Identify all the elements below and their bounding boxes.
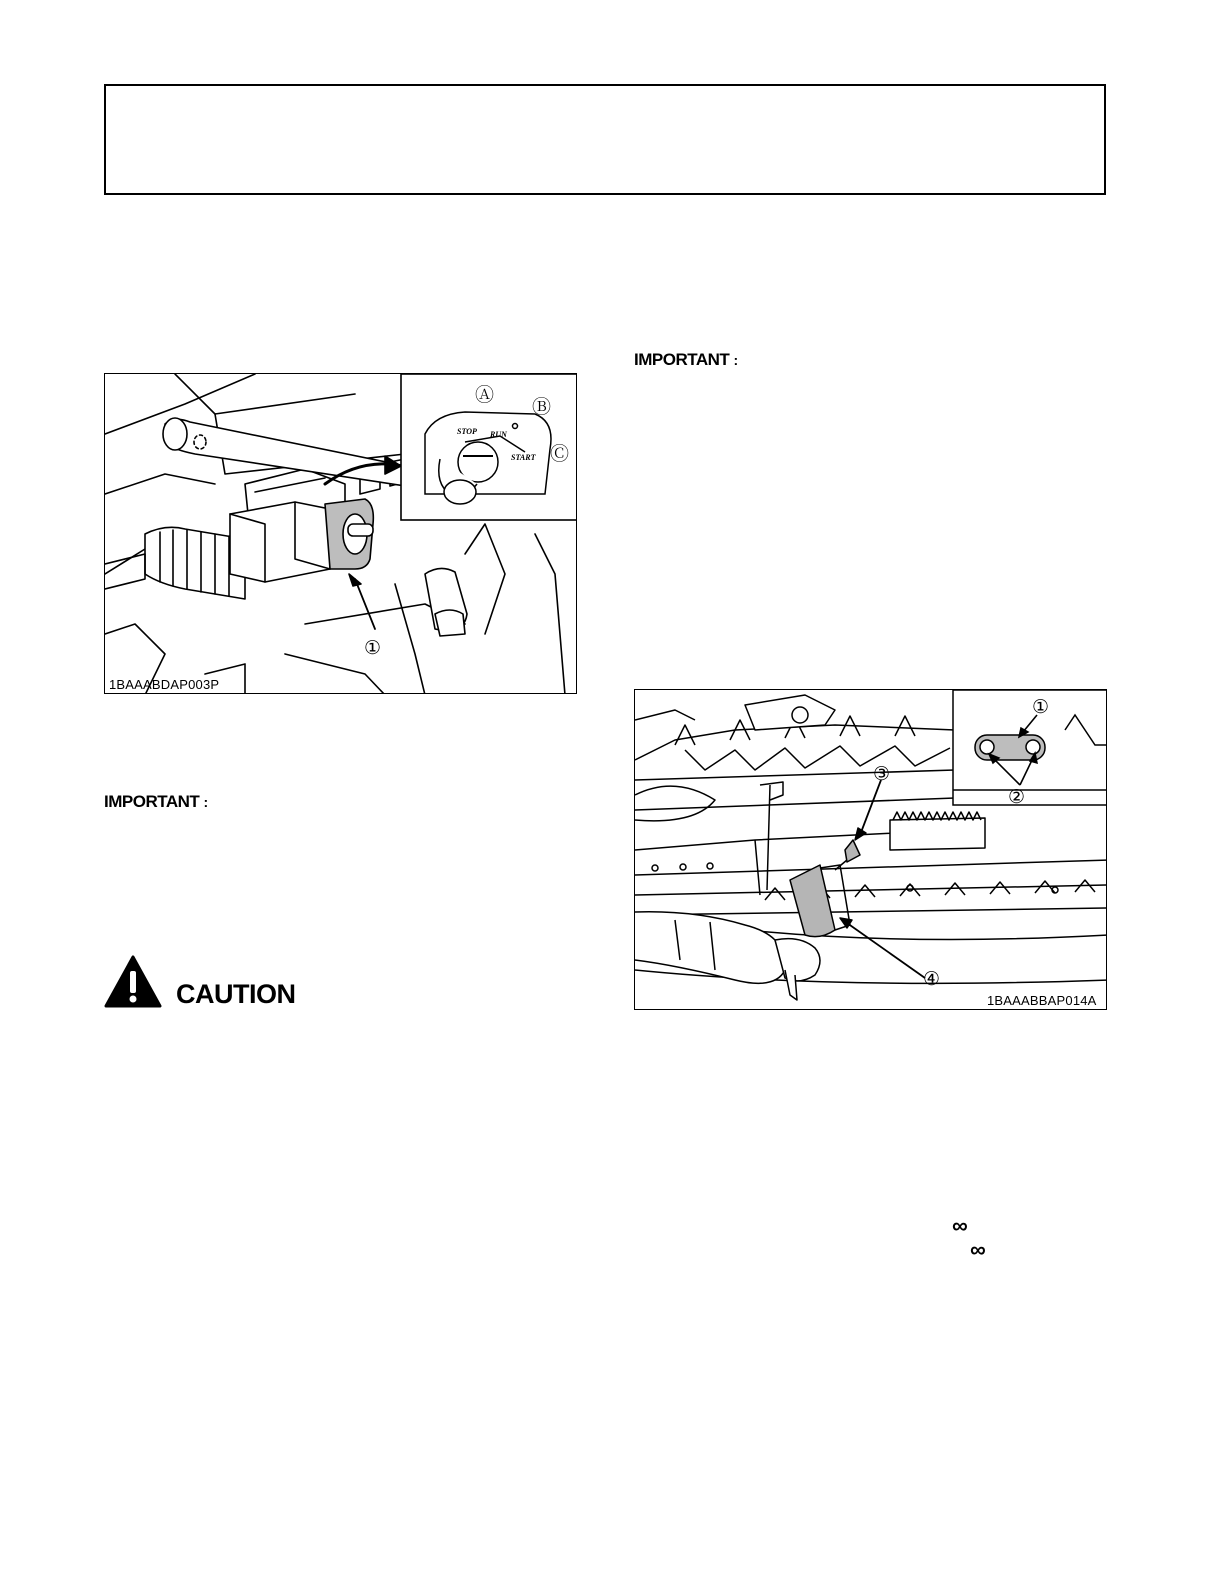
- important-heading-left: [104, 792, 208, 812]
- key-switch-illustration: [105, 374, 577, 694]
- callout-2: ②: [1008, 786, 1026, 808]
- important-colon-left: :: [203, 794, 208, 810]
- caution-block: [104, 955, 296, 1011]
- switch-label-start: START: [511, 453, 536, 462]
- inset-label-c: Ⓒ: [550, 443, 570, 465]
- inset-label-b: Ⓑ: [532, 396, 552, 418]
- important-label-left: IMPORTANT: [104, 792, 200, 811]
- figure-code-right: 1BAAABBAP014A: [987, 993, 1097, 1008]
- switch-label-run: RUN: [490, 430, 507, 439]
- switch-label-stop: STOP: [457, 427, 477, 436]
- track-grease-illustration: [635, 690, 1107, 1010]
- figure-track-grease: [634, 689, 1107, 1010]
- important-colon-right: :: [733, 352, 738, 368]
- callout-1: ①: [364, 637, 382, 659]
- callout-3: ③: [873, 763, 891, 785]
- inset-label-a: Ⓐ: [475, 384, 495, 406]
- warning-triangle-icon: [104, 955, 162, 1009]
- callout-4: ④: [923, 968, 941, 990]
- figure-key-switch: [104, 373, 577, 694]
- important-heading-right: [634, 350, 738, 370]
- important-label-right: IMPORTANT: [634, 350, 730, 369]
- infinity-symbol: ∞: [952, 1213, 968, 1238]
- header-box: [104, 84, 1106, 195]
- callout-1-right: ①: [1032, 696, 1050, 718]
- figure-code-left: 1BAAABDAP003P: [109, 677, 220, 692]
- infinity-symbol: ∞: [970, 1237, 986, 1262]
- caution-label: CAUTION: [176, 979, 296, 1009]
